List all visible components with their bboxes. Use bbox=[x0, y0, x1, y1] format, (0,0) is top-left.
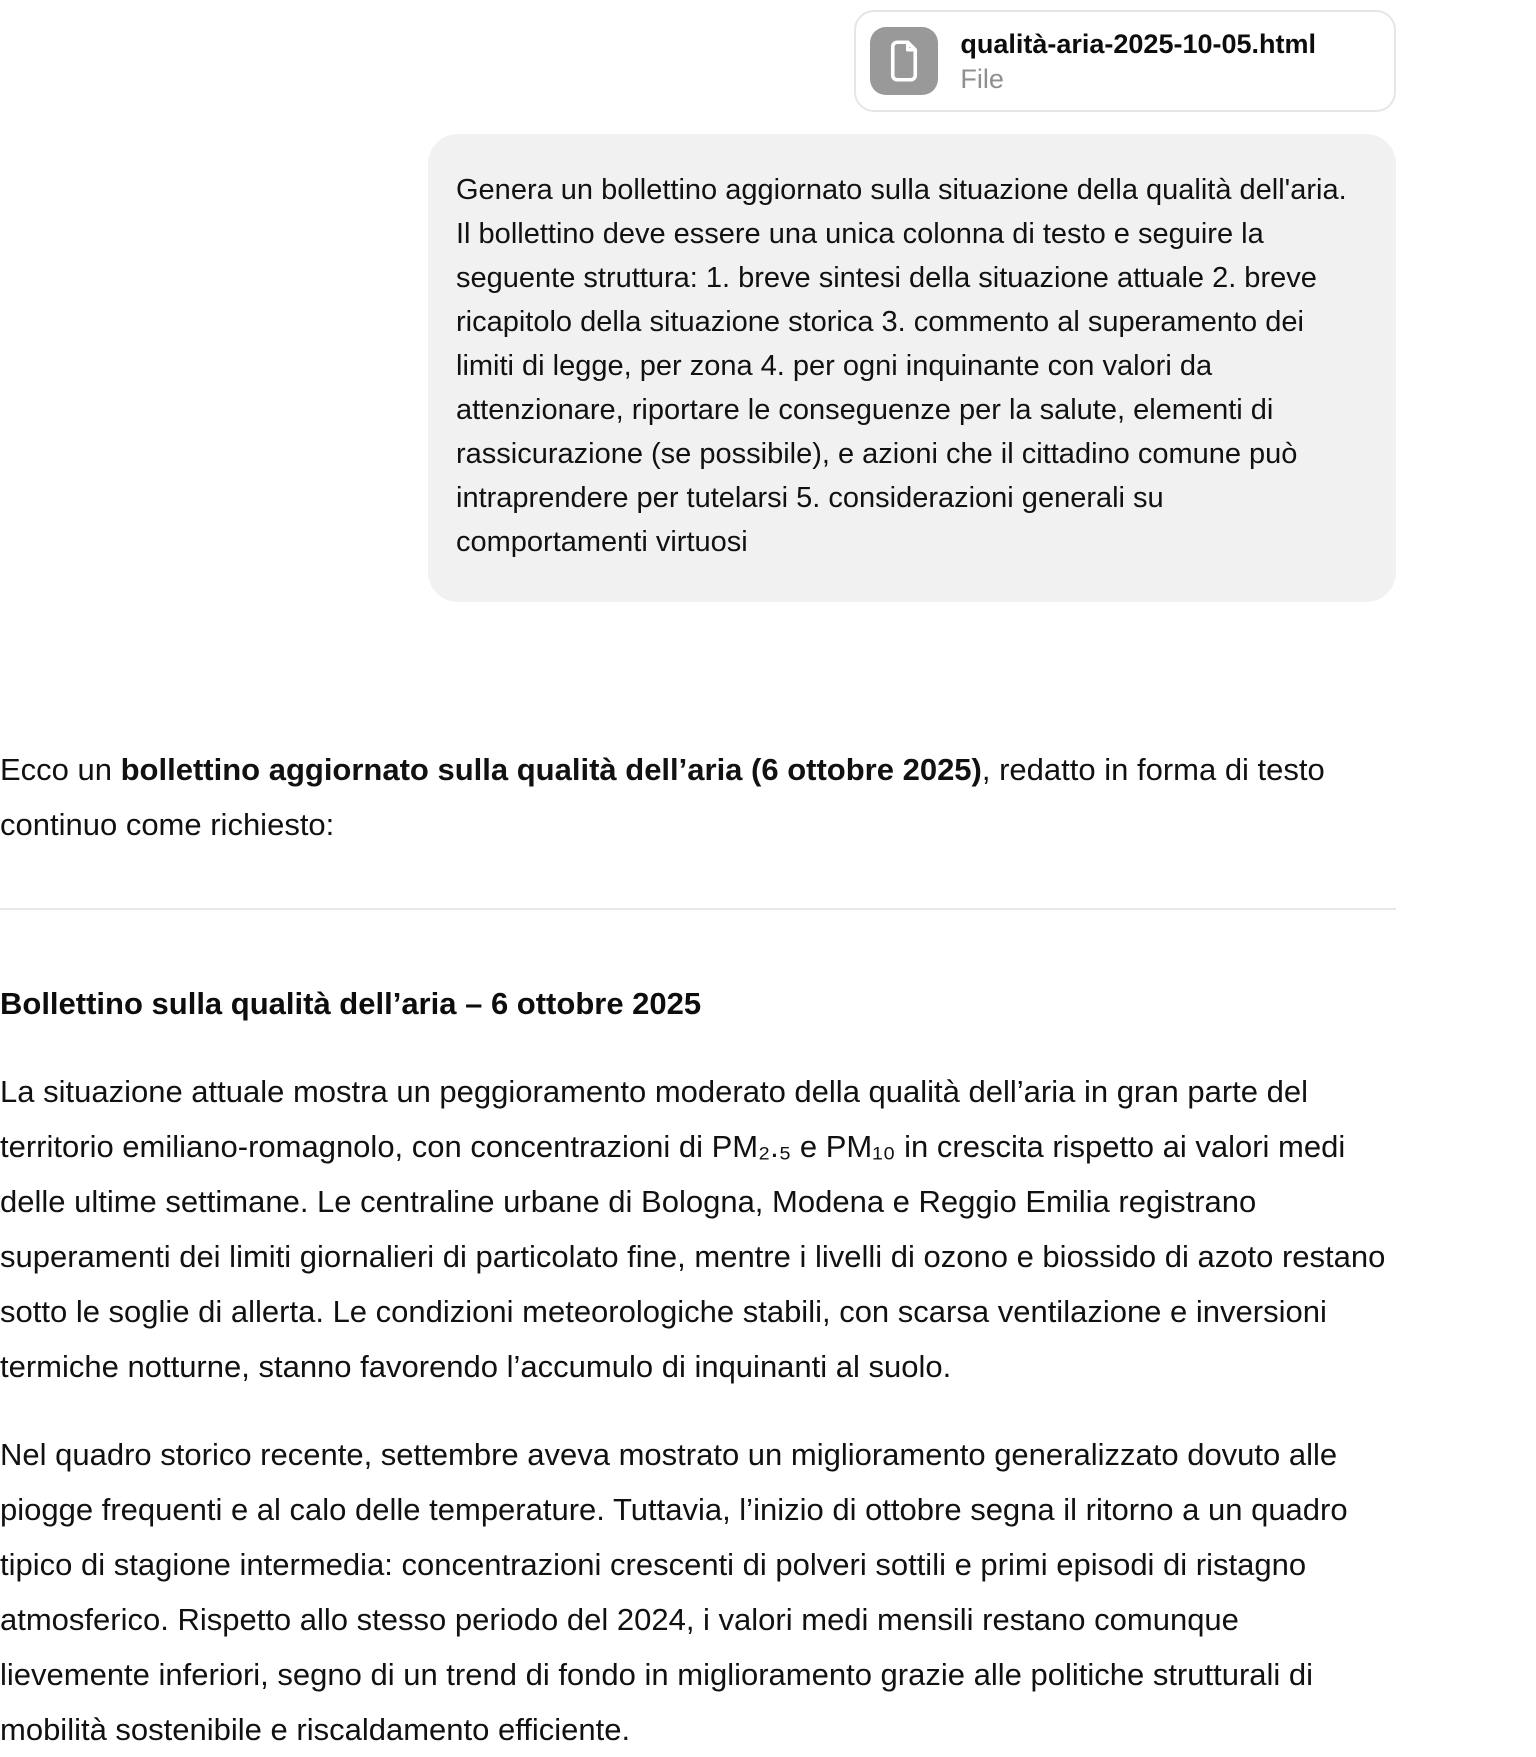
assistant-intro-bold: bollettino aggiornato sulla qualità dell’aria (6 ottobre 2025) bbox=[120, 752, 982, 787]
bulletin-paragraph-current-situation: La situazione attuale mostra un peggioramento moderato della qualità dell’aria in gran parte del territorio emiliano-romagnolo, con concentrazioni di PM₂.₅ e PM₁₀ in crescita rispetto ai valori medi delle ultime settimane. Le centraline urbane di Bologna, Modena e Reggio Emilia registrano superamenti dei limiti giornalieri di particolato fine, mentre i livelli di ozono e biossido di azoto restano sotto le soglie di allerta. Le condizioni meteorologiche stabili, con scarsa ventilazione e inversioni termiche notturne, stanno favorendo l’accumulo di inquinanti al suolo. bbox=[0, 1074, 1386, 1384]
bulletin-paragraph-historical-recap: Nel quadro storico recente, settembre aveva mostrato un miglioramento generalizzato dovuto alle piogge frequenti e al calo delle temperature. Tuttavia, l’inizio di ottobre segna il ritorno a un quadro tipico di stagione intermedia: concentrazioni crescenti di polveri sottili e primi episodi di ristagno atmosferico. Rispetto allo stesso periodo del 2024, i valori medi mensili restano comunque lievemente inferiori, segno di un trend di fondo in miglioramento grazie alle politiche strutturali di mobilità sostenibile e riscaldamento efficiente. bbox=[0, 1437, 1348, 1747]
assistant-message bbox=[0, 742, 1396, 1757]
attachment-card[interactable] bbox=[854, 10, 1396, 112]
chat-thread bbox=[0, 10, 1396, 1757]
assistant-intro-suffix: , redatto in forma di testo continuo come richiesto: bbox=[0, 752, 1325, 842]
user-message-bubble bbox=[428, 134, 1396, 602]
chat-page bbox=[0, 10, 1536, 1757]
bulletin-heading: Bollettino sulla qualità dell’aria – 6 ottobre 2025 bbox=[0, 986, 702, 1021]
assistant-intro bbox=[0, 742, 1396, 852]
attachment-filename: qualità-aria-2025-10-05.html bbox=[960, 29, 1316, 59]
section-divider bbox=[0, 908, 1396, 910]
attachment-meta bbox=[960, 26, 1316, 96]
assistant-intro-prefix: Ecco un bbox=[0, 752, 121, 787]
user-message-text: Genera un bollettino aggiornato sulla situazione della qualità dell'aria. Il bollettino deve essere una unica colonna di testo e seguire la seguente struttura: 1. breve sintesi della situazione attuale 2. breve ricapitolo della situazione storica 3. commento al superamento dei limiti di legge, per zona 4. per ogni inquinante con valori da attenzionare, riportare le conseguenze per la salute, elementi di rassicurazione (se possibile), e azioni che il cittadino comune può intraprendere per tutelarsi 5. considerazioni generali su comportamenti virtuosi bbox=[456, 174, 1347, 558]
file-icon bbox=[870, 27, 938, 95]
attachment-type-label: File bbox=[960, 64, 1004, 94]
